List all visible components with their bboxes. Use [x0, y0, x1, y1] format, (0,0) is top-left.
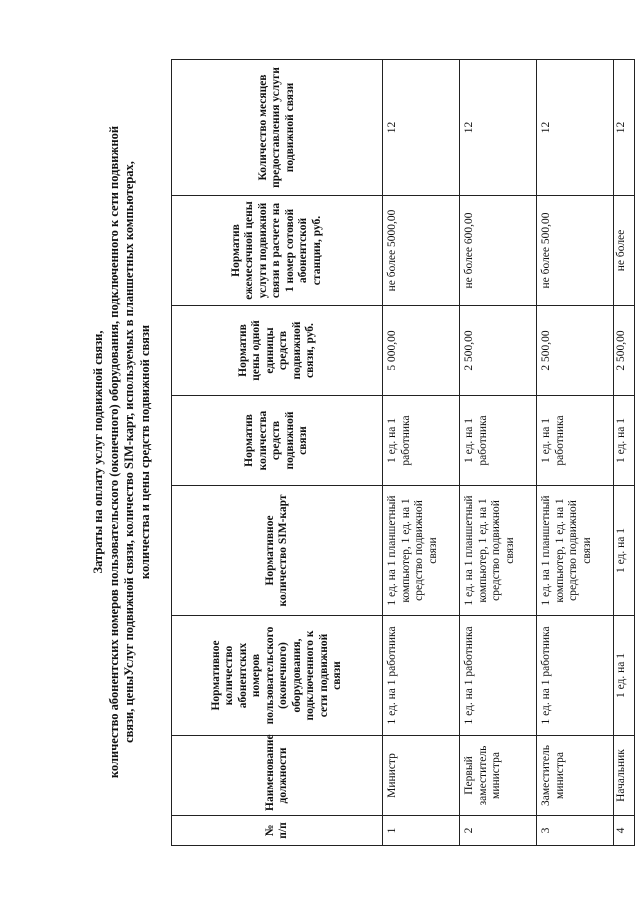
cell-device-price: 2 500,00: [537, 306, 614, 396]
cell-monthly-price: не более 5000,00: [383, 196, 460, 306]
header-devices-count: Норматив количества средств подвижной связи: [172, 396, 383, 486]
cell-position: Первый заместитель министра: [460, 736, 537, 816]
header-number: № п/п: [172, 816, 383, 846]
table-row: [614, 60, 635, 846]
title-line-4: количества и цены средств подвижной связи: [137, 324, 152, 580]
table-row: [383, 60, 460, 846]
header-subscriber-numbers: Нормативное количество абонентских номеров пользовательского (оконечного) оборудования, подключенного к сети подвижной связи: [172, 616, 383, 736]
cell-months: 12: [460, 60, 537, 196]
cell-position: Заместитель министра: [537, 736, 614, 816]
cell-position: Начальник: [614, 736, 635, 816]
header-sim-cards: Нормативное количество SIM-карт: [172, 486, 383, 616]
title-line-3: связи, ценыУслуг подвижной связи, количество SIM-карт, используемых в планшетных компьютерах,: [122, 161, 136, 743]
cell-number: 2: [460, 816, 537, 846]
cell-sim-cards: 1 ед. на 1 планшетный компьютер, 1 ед. на 1 средство подвижной связи: [460, 486, 537, 616]
cell-device-price: 2 500,00: [614, 306, 635, 396]
cell-position: Министр: [383, 736, 460, 816]
header-monthly-price: Норматив ежемесячной цены услуги подвижной связи в расчете на 1 номер сотовой абонентской станции, руб.: [172, 196, 383, 306]
cell-months: 12: [614, 60, 635, 196]
cell-monthly-price: не более: [614, 196, 635, 306]
cell-number: 3: [537, 816, 614, 846]
cell-number: 1: [383, 816, 460, 846]
cell-subscriber-numbers: 1 ед. на 1 работника: [460, 616, 537, 736]
cell-devices-count: 1 ед. на 1 работника: [537, 396, 614, 486]
header-position: Наименование должности: [172, 736, 383, 816]
rotated-document-page: [85, 42, 627, 862]
header-device-price: Норматив цены одной единицы средств подвижной связи, руб.: [172, 306, 383, 396]
title-line-1: Затраты на оплату услуг подвижной связи,: [91, 330, 105, 574]
cell-subscriber-numbers: 1 ед. на 1 работника: [537, 616, 614, 736]
cell-device-price: 5 000,00: [383, 306, 460, 396]
cell-monthly-price: не более 600,00: [460, 196, 537, 306]
header-months: Количество месяцев предоставления услуги подвижной связи: [172, 60, 383, 196]
cell-sim-cards: 1 ед. на 1 планшетный компьютер, 1 ед. на 1 средство подвижной связи: [537, 486, 614, 616]
table-row: [537, 60, 614, 846]
cell-devices-count: 1 ед. на 1: [614, 396, 635, 486]
norms-table: [171, 59, 635, 846]
cell-subscriber-numbers: 1 ед. на 1 работника: [383, 616, 460, 736]
table-header-row: [172, 60, 383, 846]
cell-sim-cards: 1 ед. на 1: [614, 486, 635, 616]
cell-months: 12: [383, 60, 460, 196]
cell-devices-count: 1 ед. на 1 работника: [460, 396, 537, 486]
cell-devices-count: 1 ед. на 1 работника: [383, 396, 460, 486]
cell-sim-cards: 1 ед. на 1 планшетный компьютер, 1 ед. на 1 средство подвижной связи: [383, 486, 460, 616]
cell-device-price: 2 500,00: [460, 306, 537, 396]
cell-number: 4: [614, 816, 635, 846]
title-line-2: количество абонентских номеров пользовательского (оконечного) оборудования, подключенного к сети подвижной: [106, 125, 121, 779]
table-row: [460, 60, 537, 846]
cell-monthly-price: не более 500,00: [537, 196, 614, 306]
document-title: [85, 42, 159, 862]
cell-subscriber-numbers: 1 ед. на 1: [614, 616, 635, 736]
cell-months: 12: [537, 60, 614, 196]
